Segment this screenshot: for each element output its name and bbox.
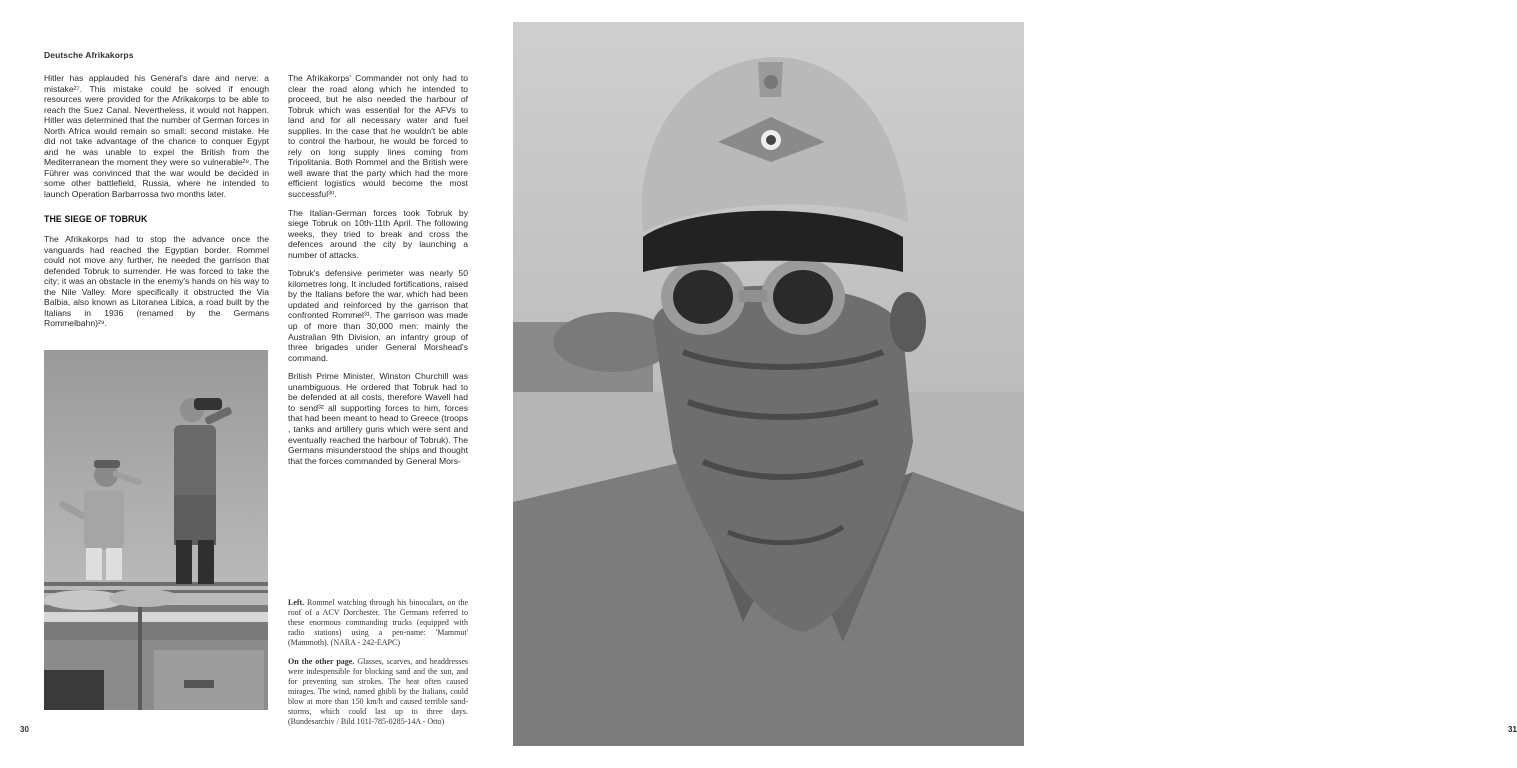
- right-paragraph-4: British Prime Minister, Winston Churchill was unambiguous. He ordered that Tobruk had to be defended at all costs, therefore Wavell had to send³² all supporting forces to him, forces that had been meant to head to Greece (troops , tanks and artillery guns which were sent and eventually reached the harbour of Tobruk). The Germans misunderstood the ships and thought that the forces commanded by General Mors-: [288, 371, 468, 466]
- caption-other-label: On the other page.: [288, 657, 355, 666]
- page-number-right: 31: [1508, 725, 1517, 734]
- caption-left-text: Rommel watching through his binoculars, on the roof of a ACV Dorchester. The Germans referred to these enormous commanding trucks (equipped with radio stations) using a pen-name: 'Mammut' (Mammoth). (NARA - 242-EAPC): [288, 598, 468, 647]
- caption-left-label: Left.: [288, 598, 305, 607]
- left-paragraph-2: The Afrikakorps had to stop the advance once the vanguards had reached the Egyptian border. Rommel could not move any further, he needed the garrison that defended Tobruk to surrender. He was forced to take the city; it was an obstacle in the enemy's hands on his way to the Nile Valley. More specifically it obstructed the Via Balbia, also known as Litoranea Libica, a road built by the Italians in 1936 (renamed by the Germans Rommelbahn)²⁹.: [44, 234, 269, 329]
- soldier-portrait-photo: [513, 22, 1024, 746]
- right-paragraph-2: The Italian-German forces took Tobruk by siege Tobruk on 10th-11th April. The following weeks, they tried to break and cross the defences around the city by launching a number of attacks.: [288, 207, 468, 260]
- left-paragraph-1: Hitler has applauded his General's dare and nerve: a mistake²⁷. This mistake could be solved if enough resources were provided for the Afrikakorps to be able to reach the Suez Canal. Nevertheless, it would not happen. Hitler was determined that the number of German forces in North Africa would remain so small: second mistake. He did not take advantage of the chance to conquer Egypt and he was unable to expel the British from the Mediterranean the moment they were so vulnerable²⁸. The Führer was convinced that the war would be decided in some other battlefield, Russia, where he intended to launch Operation Barbarrossa two months later.: [44, 73, 269, 200]
- section-heading: THE SIEGE OF TOBRUK: [44, 213, 148, 224]
- page-number-left: 30: [20, 725, 29, 734]
- right-paragraph-3: Tobruk's defensive perimeter was nearly 50 kilometres long. It included fortifications, raised by the Italians before the war, which had been updated and reinforced by the garrison that confronted Rommel³¹. The garrison was made up of more than 30,000 men: mainly the Australian 9th Division, an infantry group of three brigades under General Morshead's command.: [288, 268, 468, 363]
- right-text-column: [288, 73, 468, 474]
- right-paragraph-1: The Afrikakorps' Commander not only had to clear the road along which he intended to proceed, but he also needed the harbour of Tobruk which was essential for the AFVs to land and for all necessary water and fuel supplies. In the case that he wouldn't be able to control the harbour, he would be forced to rely on long supply lines coming from Tripolitania. Both Rommel and the British were well aware that the party which had the more efficient logistics would become the most successful³⁰.: [288, 73, 468, 200]
- running-head: Deutsche Afrikakorps: [44, 50, 134, 60]
- caption-other-text: Glasses, scarves, and headdresses were indespensible for blocking sand and the sun, and for preventing sun strokes. The heat often caused mirages. The wind, named ghibli by the Italians, could blow at more than 150 km/h and caused terrible sand-storms, which could last up to three days. (Bundesarchiv / Bild 101I-785-0285-14A - Otto): [288, 657, 468, 726]
- left-text-column: [44, 73, 269, 337]
- rommel-photo: [44, 350, 268, 710]
- caption-other-page: [288, 657, 468, 727]
- caption-left-photo: [288, 598, 468, 648]
- left-page: [0, 0, 512, 768]
